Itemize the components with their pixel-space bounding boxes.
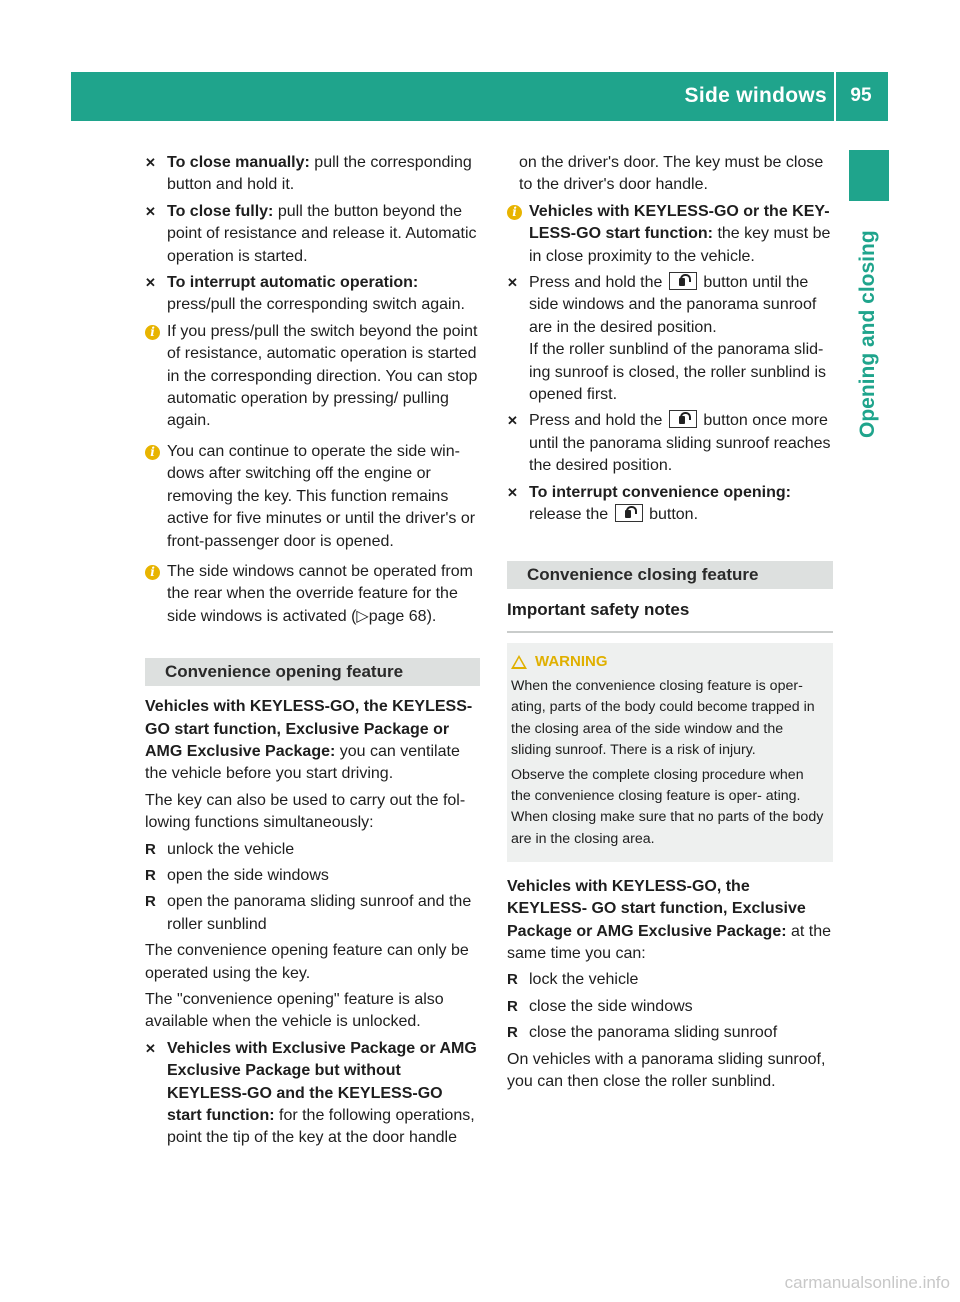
step-press-hold-again [507,410,833,477]
page-number: 95 [850,85,872,106]
list-item-text: unlock the vehicle [167,840,295,858]
chapter-tab-marker [849,150,889,201]
step-text: Press and hold the [529,274,663,292]
list-item [145,891,480,936]
list-item [145,865,480,887]
bullet-icon: R [507,971,518,989]
step-text: press/pull the corresponding switch again. [167,296,465,314]
info-note [145,441,480,553]
bullet-icon: R [145,840,156,858]
page-reference-link[interactable]: page 68 [368,607,427,625]
unlock-button-icon [615,504,643,522]
section-heading: Convenience opening feature [145,658,480,686]
step-arrow-icon: ✕ [507,413,518,429]
warning-header [511,651,827,672]
step-arrow-icon: ✕ [507,484,518,500]
info-icon: i [507,205,522,220]
right-column [507,152,833,1097]
paragraph: The "convenience opening" feature is also available when the vehicle is unlocked. [145,991,444,1031]
list-item [507,1022,833,1044]
intro-paragraph [145,696,480,786]
step-text: release the [529,506,609,524]
list-item-text: close the panorama sliding sunroof [529,1024,778,1042]
page-header-title: Side windows [684,84,827,107]
warning-triangle-icon [511,655,527,669]
warning-text: When the convenience closing feature is oper- ating, parts of the body could become trapped in the closing area of the side window and the sliding sunroof. There is a risk of injury. [511,678,815,758]
info-text: You can continue to operate the side win- dows after switching off the engine or removing the key. This function remains active for five minutes or until the driver's or front-passenger door is opened. [167,442,476,550]
paragraph: The key can also be used to carry out the fol- lowing functions simultaneously: [145,791,466,832]
step-label: To close fully: [167,202,274,220]
intro-paragraph [507,876,833,966]
info-icon: i [145,565,160,580]
info-icon: i [145,445,160,460]
info-bold: Vehicles with KEYLESS-GO or the KEY- LESS-GO start function: [529,202,830,243]
list-item [145,839,480,861]
info-note [145,561,480,628]
step-text: pull the corresponding button and hold it. [167,154,472,194]
left-column [145,152,480,1154]
unlock-button-icon [669,410,697,428]
step-label: To interrupt convenience opening: [529,483,791,501]
header-divider [834,72,836,121]
paragraph: On vehicles with a panorama sliding sunroof, you can then close the roller sunblind. [507,1050,826,1090]
intro-bold: Vehicles with KEYLESS-GO, the KEYLESS- GO start function, Exclusive Package or AMG Exclusive Package: [145,698,473,760]
step-text: button until the side windows and the panorama sunroof are in the desired position. [529,274,817,336]
list-item-text: close the side windows [529,997,693,1015]
bullet-icon: R [507,1024,518,1042]
list-item-text: open the side windows [167,866,329,884]
warning-label: WARNING [535,652,608,670]
paragraph: The convenience opening feature can only be operated using the key. [145,942,469,982]
intro-bold: Vehicles with KEYLESS-GO, the KEYLESS- GO start function, Exclusive Package or AMG Exclusive Package: [507,877,806,940]
intro-text: at the same time you can: [507,922,832,962]
page-ref-arrow-icon: ▷ [356,607,369,625]
info-text: the key must be in close proximity to the vehicle. [529,225,831,265]
step-note: If the roller sunblind of the panorama slid- ing sunroof is closed, the roller sunblind is opened first. [529,341,827,404]
step-interrupt-automatic [145,272,480,317]
warning-box [507,643,833,862]
info-text: The side windows cannot be operated from the rear when the override feature for the side windows is activated ( [167,562,473,625]
step-arrow-icon: ✕ [507,275,518,291]
step-text: button. [649,506,699,524]
list-item-text: lock the vehicle [529,971,639,989]
chapter-side-label: Opening and closing [856,230,879,438]
step-close-fully [145,201,480,268]
step-without-keyless [145,1038,480,1150]
step-label: To interrupt automatic operation: [167,274,419,292]
step-label: Vehicles with Exclusive Package or AMG Exclusive Package but without KEYLESS-GO and the KEYLESS-GO start function: [167,1039,477,1125]
bullet-icon: R [145,866,156,884]
unlock-button-icon [669,272,697,290]
continued-text: on the driver's door. The key must be close to the driver's door handle. [519,154,824,194]
step-close-manually [145,152,480,197]
info-text: If you press/pull the switch beyond the point of resistance, automatic operation is started in the corresponding direction. You can stop automatic operation by pressing/ pulling again. [167,322,478,430]
info-note [507,201,833,268]
info-icon: i [145,325,160,340]
divider [507,631,833,633]
watermark: carmanualsonline.info [784,1273,950,1292]
info-note [145,321,480,433]
subheading: Important safety notes [507,599,690,619]
step-text: for the following operations, point the tip of the key at the door handle [167,1107,475,1147]
list-item [507,969,833,991]
bullet-icon: R [507,997,518,1015]
step-label: To close manually: [167,154,310,171]
section-heading: Convenience closing feature [507,561,833,589]
step-text: pull the button beyond the point of resistance and release it. Automatic operation is started. [167,202,477,265]
intro-text: you can ventilate the vehicle before you start driving. [145,742,460,783]
list-item [507,996,833,1018]
step-arrow-icon: ✕ [145,275,156,291]
step-arrow-icon: ✕ [145,155,156,170]
step-text: Press and hold the [529,412,663,430]
step-arrow-icon: ✕ [145,1040,156,1056]
bullet-icon: R [145,893,156,911]
warning-text: Observe the complete closing procedure when the convenience closing feature is oper- ating. When closing make sure that no parts of the body are in the closing area. [511,766,824,847]
list-item-text: open the panorama sliding sunroof and the roller sunblind [167,893,472,933]
step-arrow-icon: ✕ [145,203,156,219]
step-text: button once more until the panorama sliding sunroof reaches the desired position. [529,412,831,475]
step-interrupt-convenience [507,482,833,527]
info-text-end: ). [426,607,437,625]
step-press-hold-unlock [507,272,833,406]
